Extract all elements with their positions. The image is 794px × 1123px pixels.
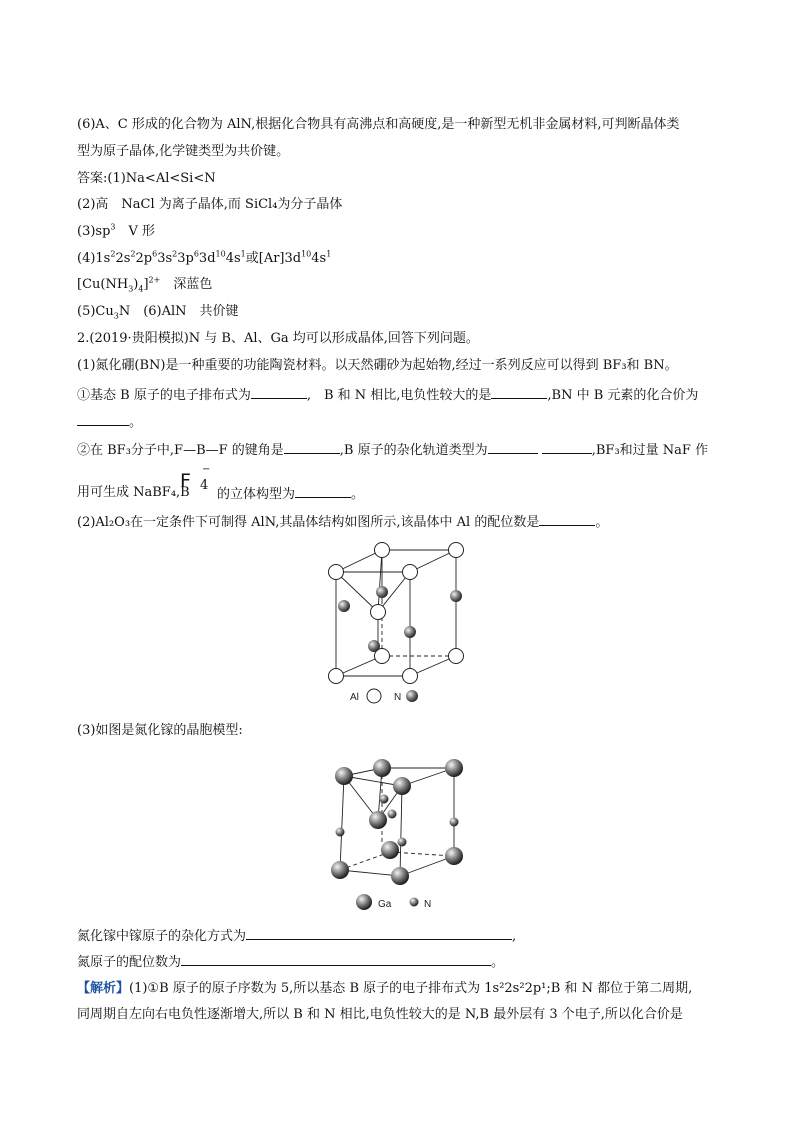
answer-6-text2: N (6)AlN 共价键 bbox=[118, 304, 239, 319]
question-2-part3-q1 bbox=[77, 926, 516, 946]
e-config-sup: 2 bbox=[130, 249, 136, 259]
e-config-sup: 10 bbox=[301, 249, 312, 259]
legend-al-swatch bbox=[367, 689, 381, 703]
legend-ga-swatch bbox=[356, 894, 372, 910]
al-atom bbox=[449, 649, 464, 664]
legend-al-label: Al bbox=[350, 692, 359, 703]
gan-cell-figure bbox=[320, 752, 480, 918]
e-config-sup: 1 bbox=[326, 249, 332, 259]
answer-line4 bbox=[77, 250, 331, 268]
complex-1: [Cu(NH bbox=[77, 277, 129, 292]
answer-blank[interactable] bbox=[488, 440, 538, 454]
question-2-part2 bbox=[77, 512, 608, 532]
answer-blank[interactable] bbox=[284, 440, 340, 454]
q-text: 。 bbox=[129, 415, 143, 430]
answer-3-text2: V 形 bbox=[115, 224, 156, 239]
al-atom bbox=[375, 543, 390, 558]
answer-3-text: (3)sp bbox=[77, 224, 111, 239]
legend-n-label: N bbox=[424, 899, 432, 910]
ga-atom bbox=[335, 767, 353, 785]
bf4-minus: − bbox=[202, 464, 211, 475]
ga-atom bbox=[391, 867, 409, 885]
answer-line3 bbox=[77, 223, 155, 241]
bf4-four: 4 bbox=[200, 478, 209, 493]
n-atom bbox=[368, 640, 380, 652]
n-atom bbox=[450, 590, 462, 602]
question-2-sub1-blank2 bbox=[77, 412, 142, 432]
q-text: ,B 原子的杂化轨道类型为 bbox=[339, 443, 488, 458]
n-atom bbox=[404, 626, 416, 638]
e-config-sup: 1 bbox=[240, 249, 246, 259]
question-2-sub1: (1)氮化硼(BN)是一种重要的功能陶瓷材料。以天然硼砂为起始物,经过一系列反应可以得到 BF₃和 BN。 bbox=[77, 358, 678, 373]
complex-4: 深蓝色 bbox=[160, 277, 213, 292]
q-text: ,BF₃和过量 NaF 作 bbox=[591, 443, 709, 458]
q-text: , bbox=[512, 929, 517, 944]
answer-3-sup: 3 bbox=[110, 222, 116, 232]
bf4-F: F bbox=[180, 470, 191, 492]
answer-blank[interactable] bbox=[539, 512, 595, 526]
n-atom bbox=[376, 586, 388, 598]
q-text: (2)Al₂O₃在一定条件下可制得 AlN,其晶体结构如图所示,该晶体中 Al 的配位数是 bbox=[77, 515, 540, 530]
answer-6-text: (5)Cu bbox=[77, 304, 114, 319]
answer-line6 bbox=[77, 303, 239, 321]
e-config-1: (4)1s bbox=[77, 251, 111, 266]
answer-blank[interactable] bbox=[542, 440, 592, 454]
question-2-sub2-line2b bbox=[217, 484, 364, 504]
q-text: ,BN 中 B 元素的化合价为 bbox=[547, 388, 699, 403]
answer-6-sub: 3 bbox=[113, 311, 119, 321]
n-atom bbox=[388, 810, 397, 819]
e-config-4: 3s bbox=[157, 251, 173, 266]
analysis-line1 bbox=[77, 980, 692, 998]
question-2-part3: (3)如图是氮化镓的晶胞模型: bbox=[77, 723, 243, 738]
al-atom bbox=[371, 605, 386, 620]
n-atom bbox=[336, 828, 345, 837]
al-atom bbox=[329, 565, 344, 580]
question-2-sub2-line2 bbox=[77, 484, 190, 502]
q-text: 用可生成 NaBF₄,B bbox=[77, 485, 190, 500]
ga-atom bbox=[369, 811, 387, 829]
ga-atom bbox=[445, 759, 463, 777]
ga-atom bbox=[381, 841, 399, 859]
q-text: 氮化镓中镓原子的杂化方式为 bbox=[77, 929, 247, 944]
legend-n-swatch bbox=[410, 898, 419, 907]
q-text: 氮原子的配位数为 bbox=[77, 955, 182, 970]
e-config-5: 3p bbox=[177, 251, 194, 266]
e-config-sup: 2 bbox=[172, 249, 178, 259]
answer-blank[interactable] bbox=[295, 484, 351, 498]
ga-atom bbox=[373, 759, 391, 777]
e-config-sup: 6 bbox=[193, 249, 199, 259]
answer-blank[interactable] bbox=[246, 926, 512, 940]
analysis-tag: 【解析】 bbox=[77, 981, 130, 996]
part6-line1: (6)A、C 形成的化合物为 AlN,根据化合物具有高沸点和高硬度,是一种新型无机非金属材料,可判断晶体类 bbox=[77, 117, 680, 132]
answer-blank[interactable] bbox=[491, 385, 547, 399]
answer-line2: (2)高 NaCl 为离子晶体,而 SiCl₄为分子晶体 bbox=[77, 197, 343, 212]
legend-ga-label: Ga bbox=[378, 899, 392, 910]
e-config-6: 3d bbox=[198, 251, 216, 266]
legend-n-swatch bbox=[406, 690, 418, 702]
al-atom bbox=[329, 669, 344, 684]
e-config-sup: 2 bbox=[110, 249, 116, 259]
analysis-text: (1)①B 原子的原子序数为 5,所以基态 B 原子的电子排布式为 1s²2s²2p¹;B 和 N 都位于第二周期, bbox=[129, 981, 693, 996]
ga-atom bbox=[331, 861, 349, 879]
complex-sup: 2+ bbox=[148, 275, 161, 285]
legend-n-label: N bbox=[394, 692, 402, 703]
complex-3: ] bbox=[143, 277, 149, 292]
e-config-3: 2p bbox=[135, 251, 153, 266]
q-text: ①基态 B 原子的电子排布式为 bbox=[77, 388, 251, 403]
e-config-9: 4s bbox=[311, 251, 327, 266]
answer-blank[interactable] bbox=[181, 952, 491, 966]
answer-blank[interactable] bbox=[77, 412, 129, 426]
aln-crystal-figure bbox=[320, 534, 480, 710]
n-atom bbox=[398, 838, 407, 847]
answer-line1: 答案:(1)Na<Al<Si<N bbox=[77, 171, 216, 186]
e-config-7: 4s bbox=[225, 251, 241, 266]
answer-blank[interactable] bbox=[251, 385, 307, 399]
q-text: 。 bbox=[351, 487, 365, 502]
e-config-sup: 10 bbox=[215, 249, 226, 259]
n-atom bbox=[380, 795, 389, 804]
q-text: , B 和 N 相比,电负性较大的是 bbox=[306, 388, 492, 403]
q-text: 的立体构型为 bbox=[217, 487, 296, 502]
q-text: 。 bbox=[595, 515, 609, 530]
al-atom bbox=[403, 669, 418, 684]
complex-sub: 4 bbox=[138, 284, 144, 294]
analysis-line2: 同周期自左向右电负性逐渐增大,所以 B 和 N 相比,电负性较大的是 N,B 最外层有 3 个电子,所以化合价是 bbox=[77, 1007, 683, 1022]
answer-line5 bbox=[77, 276, 212, 294]
question-2-title: 2.(2019·贵阳模拟)N 与 B、Al、Ga 均可以形成晶体,回答下列问题。 bbox=[77, 331, 479, 346]
e-config-2: 2s bbox=[115, 251, 131, 266]
q-text: ②在 BF₃分子中,F—B—F 的键角是 bbox=[77, 443, 284, 458]
ga-atom bbox=[445, 847, 463, 865]
part6-line2: 型为原子晶体,化学键类型为共价键。 bbox=[77, 144, 290, 159]
e-config-8: 或[Ar]3d bbox=[245, 251, 302, 266]
question-2-sub1-blanks bbox=[77, 385, 698, 405]
al-atom bbox=[403, 565, 418, 580]
n-atom bbox=[450, 818, 459, 827]
question-2-sub2 bbox=[77, 440, 708, 460]
al-atom bbox=[449, 543, 464, 558]
complex-2: ) bbox=[133, 277, 139, 292]
question-2-part3-q2 bbox=[77, 952, 504, 972]
n-atom bbox=[338, 600, 350, 612]
ga-atom bbox=[393, 777, 411, 795]
q-text: 。 bbox=[491, 955, 505, 970]
e-config-sup: 6 bbox=[152, 249, 158, 259]
complex-sub: 3 bbox=[128, 284, 134, 294]
